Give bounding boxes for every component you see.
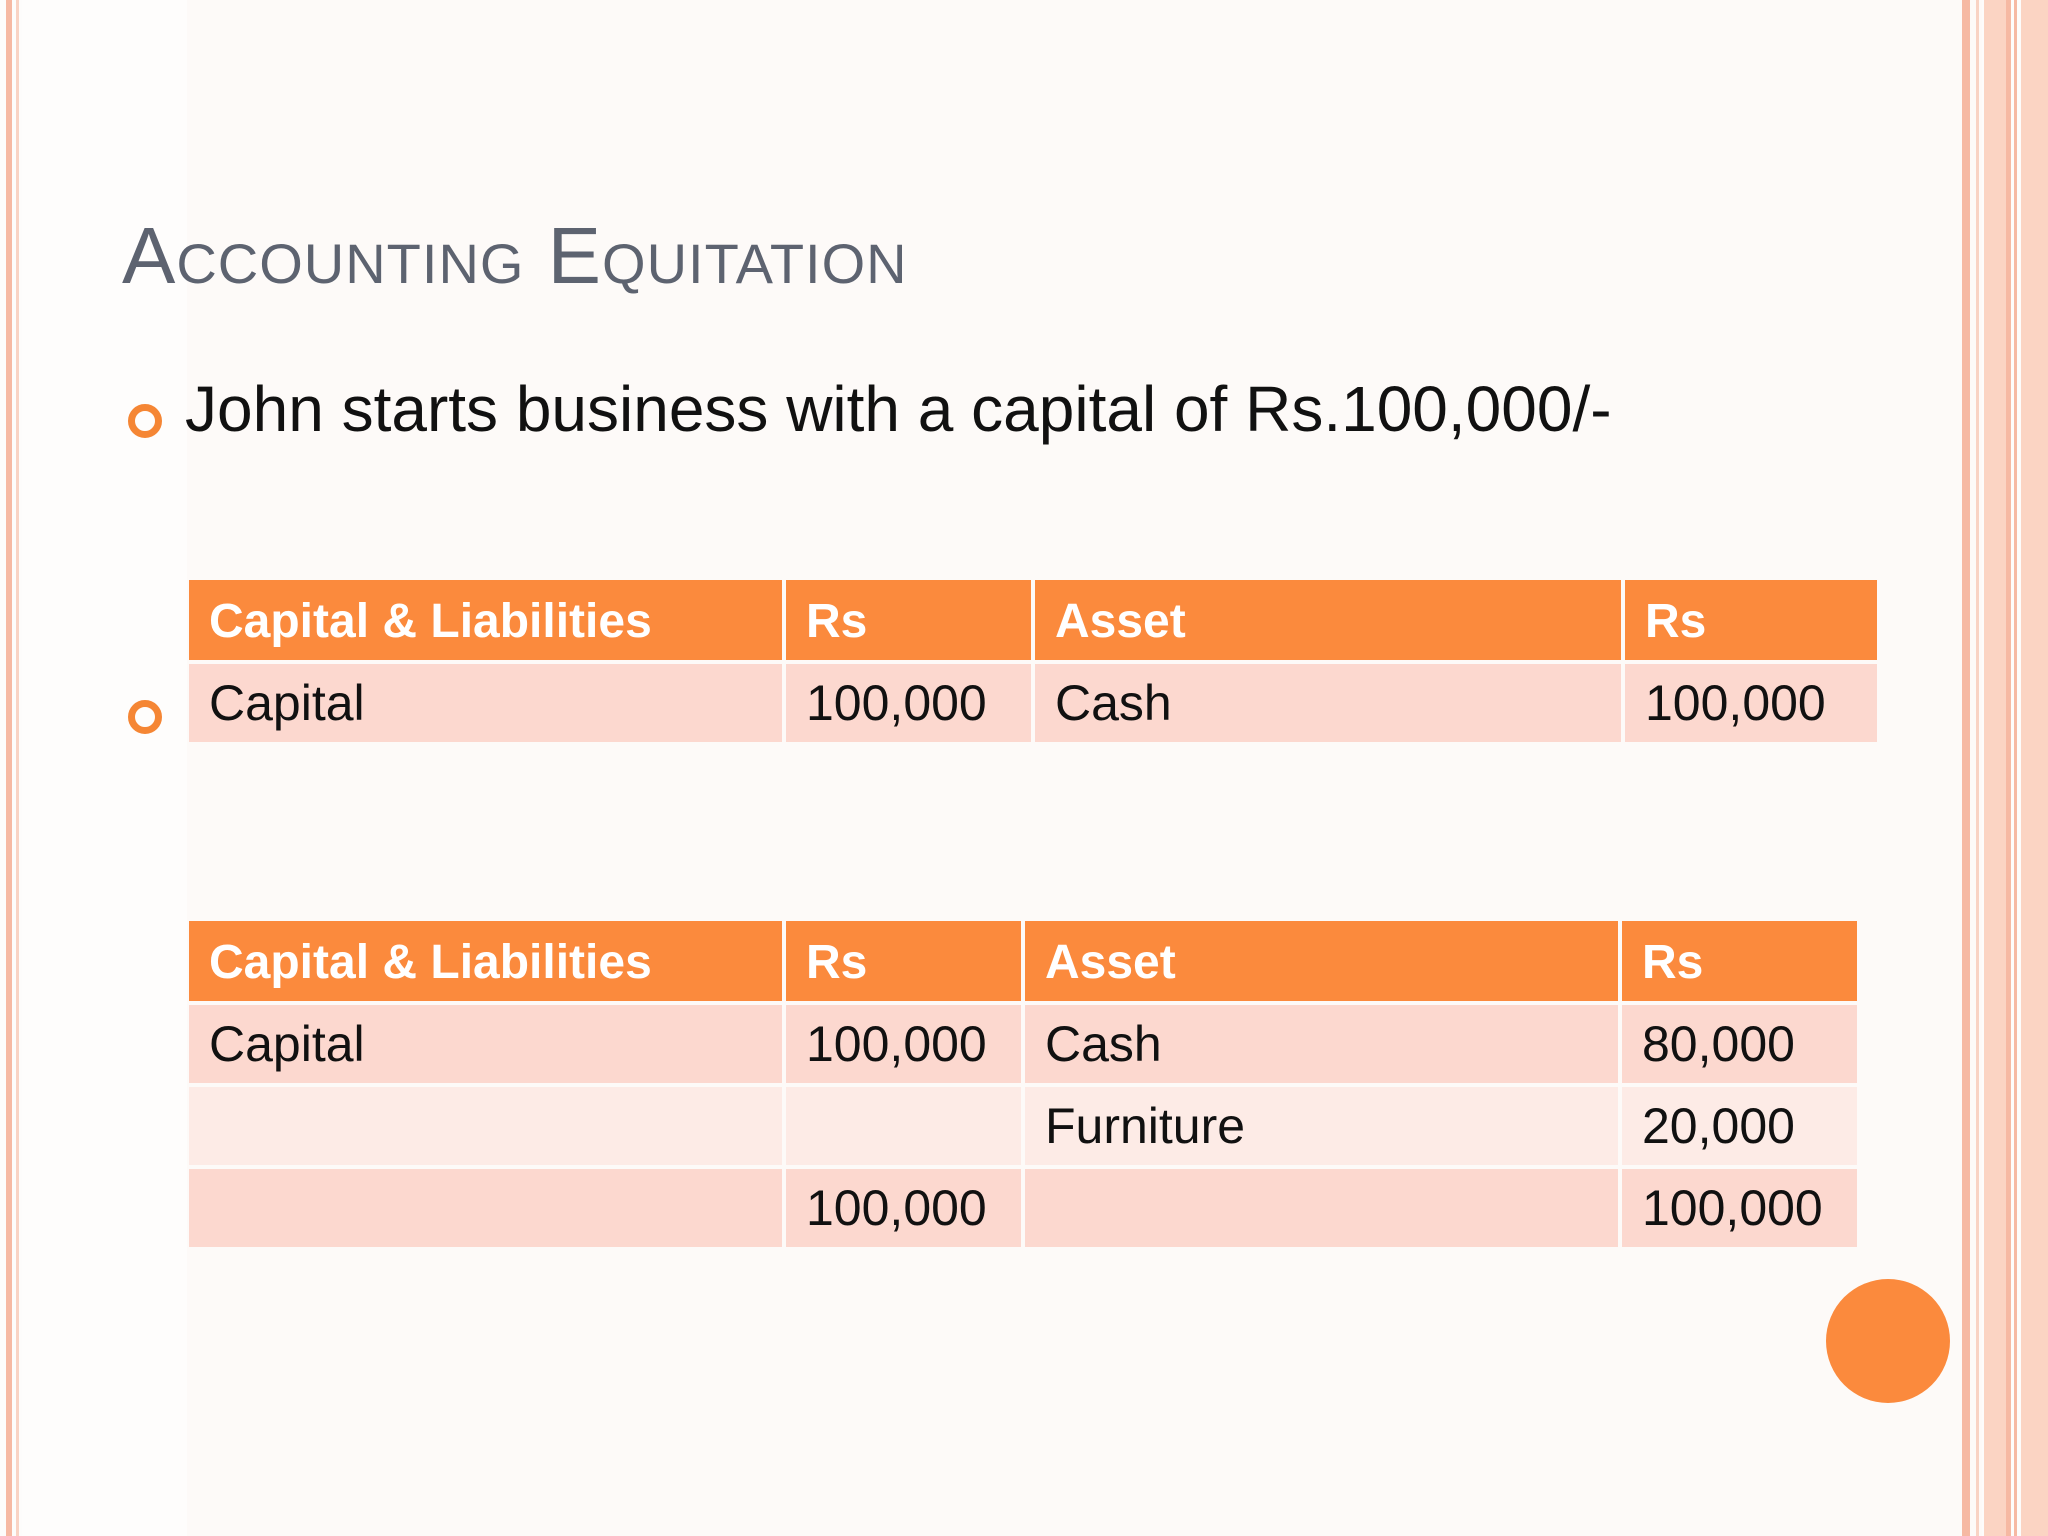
right-stripe bbox=[1962, 0, 1970, 1536]
header-capital-liabilities: Capital & Liabilities bbox=[189, 580, 782, 660]
header-capital-liabilities: Capital & Liabilities bbox=[189, 921, 782, 1001]
right-stripe bbox=[1976, 0, 1979, 1536]
balance-table-2 bbox=[185, 917, 1861, 1251]
table-cell bbox=[786, 1087, 1021, 1165]
table-cell: 100,000 bbox=[786, 664, 1031, 742]
header-rs: Rs bbox=[1622, 921, 1857, 1001]
table-row bbox=[189, 1087, 1857, 1165]
table-header-row bbox=[189, 580, 1877, 660]
table-cell: Capital bbox=[189, 1005, 782, 1083]
slide-title: Accounting Equitation bbox=[122, 211, 908, 300]
table-cell: 100,000 bbox=[1625, 664, 1877, 742]
bullet-ring-icon bbox=[128, 404, 162, 438]
header-asset: Asset bbox=[1025, 921, 1618, 1001]
balance-table-1 bbox=[185, 576, 1881, 746]
right-stripe bbox=[1984, 0, 2006, 1536]
left-border-line bbox=[6, 0, 12, 1536]
right-stripe bbox=[2021, 0, 2048, 1536]
header-rs: Rs bbox=[786, 580, 1031, 660]
left-border-line-thin bbox=[16, 0, 19, 1536]
table-row bbox=[189, 664, 1877, 742]
header-rs: Rs bbox=[1625, 580, 1877, 660]
header-asset: Asset bbox=[1035, 580, 1621, 660]
table-cell: Furniture bbox=[1025, 1087, 1618, 1165]
table-cell: 100,000 bbox=[786, 1169, 1021, 1247]
table-cell: 20,000 bbox=[1622, 1087, 1857, 1165]
table-cell: 100,000 bbox=[1622, 1169, 1857, 1247]
table-cell: 80,000 bbox=[1622, 1005, 1857, 1083]
table-cell: 100,000 bbox=[786, 1005, 1021, 1083]
right-stripe bbox=[2006, 0, 2011, 1536]
table-cell: Capital bbox=[189, 664, 782, 742]
header-rs: Rs bbox=[786, 921, 1021, 1001]
table-cell bbox=[189, 1087, 782, 1165]
table-row bbox=[189, 1005, 1857, 1083]
table-cell: Cash bbox=[1025, 1005, 1618, 1083]
decorative-circle bbox=[1826, 1279, 1950, 1403]
table-header-row bbox=[189, 921, 1857, 1001]
bullet-ring-icon bbox=[128, 700, 162, 734]
table-row-total bbox=[189, 1169, 1857, 1247]
table-cell bbox=[1025, 1169, 1618, 1247]
table-cell: Cash bbox=[1035, 664, 1621, 742]
right-stripe bbox=[2014, 0, 2017, 1536]
table-cell bbox=[189, 1169, 782, 1247]
bullet-text: John starts business with a capital of Rs.100,000/- bbox=[185, 373, 1612, 445]
